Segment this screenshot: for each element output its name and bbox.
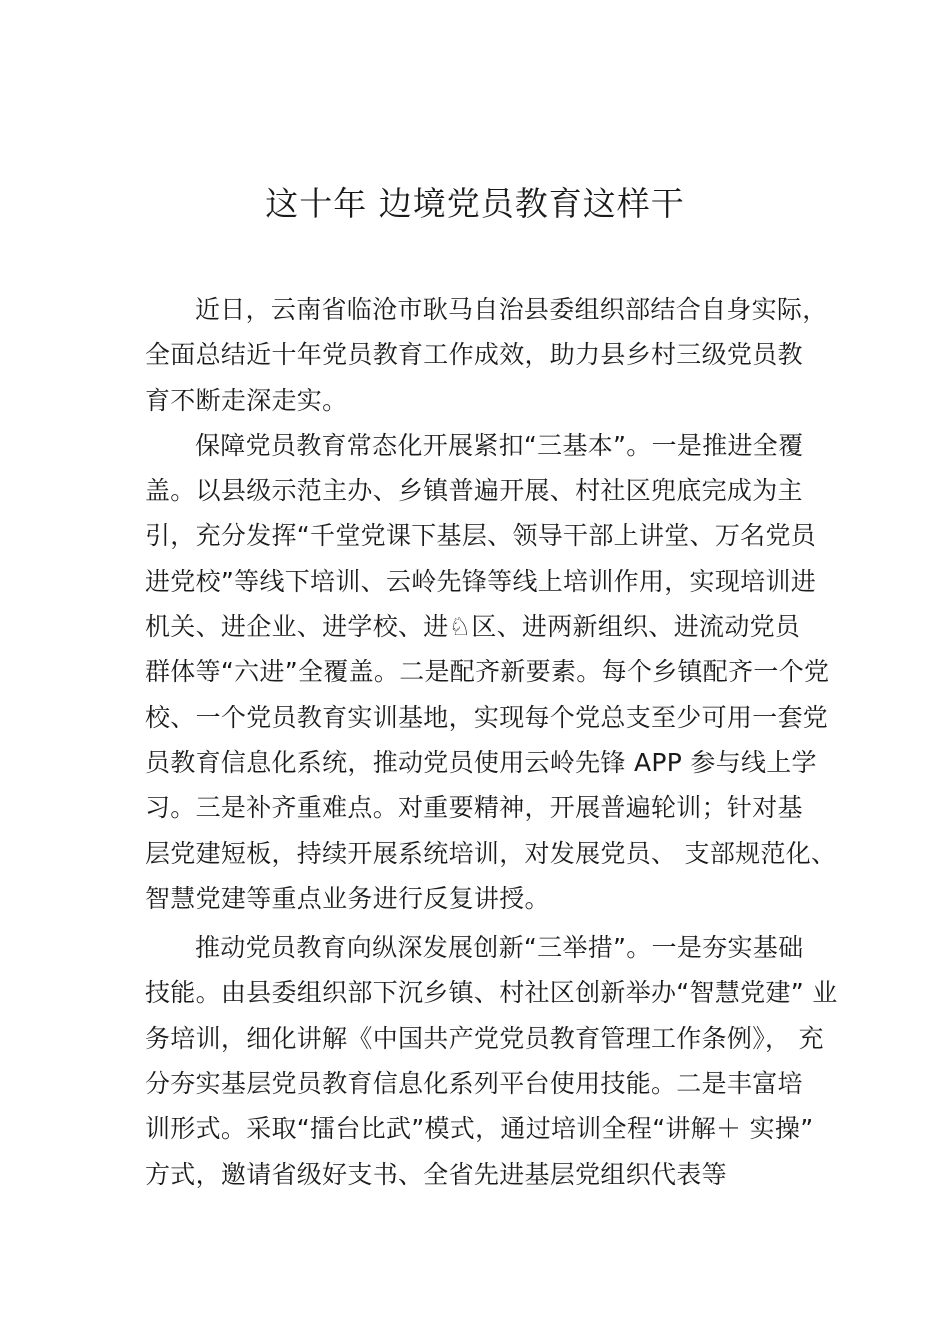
text-line: 育不断走深走实。	[145, 385, 348, 415]
text-line: 保障党员教育常态化开展紧扣“三基本”。一是推进全覆	[195, 430, 804, 460]
text-line: 务培训，细化讲解《中国共产党党员教育管理工作条例》， 充	[145, 1023, 824, 1053]
text-line: 技能。由县委组织部下沉乡镇、村社区创新举办“智慧党建” 业	[145, 978, 838, 1008]
document-title: 这十年 边境党员教育这样干	[265, 184, 685, 223]
text-line: 分夯实基层党员教育信息化系列平台使用技能。二是丰富培	[145, 1069, 803, 1099]
text-line: 引，充分发挥“千堂党课下基层、领导干部上讲堂、万名党员	[145, 521, 817, 551]
text-line: 推动党员教育向纵深发展创新“三举措”。一是夯实基础	[195, 933, 804, 963]
text-line: 员教育信息化系统，推动党员使用云岭先锋 APP 参与线上学	[145, 747, 817, 777]
document-body	[145, 287, 838, 1197]
text-line: 盖。以县级示范主办、乡镇普遍开展、村社区兜底完成为主	[145, 476, 803, 506]
text-line: 近日，云南省临沧市耿马自治县委组织部结合自身实际，	[195, 295, 828, 324]
text-line: 训形式。采取“擂台比武”模式，通过培训全程“讲解＋ 实操”	[145, 1114, 814, 1144]
text-line: 群体等“六进”全覆盖。二是配齐新要素。每个乡镇配齐一个党	[145, 657, 830, 687]
text-line: 习。三是补齐重难点。对重要精神，开展普遍轮训；针对基	[145, 793, 803, 823]
text-line: 校、一个党员教育实训基地，实现每个党总支至少可用一套党	[145, 702, 829, 732]
text-line: 智慧党建等重点业务进行反复讲授。	[145, 883, 550, 913]
paragraph-three-basics	[145, 423, 835, 921]
text-line: 全面总结近十年党员教育工作成效，助力县乡村三级党员教	[145, 340, 803, 370]
text-line: 层党建短板，持续开展系统培训，对发展党员、 支部规范化、	[145, 838, 837, 868]
paragraph-three-measures	[145, 925, 838, 1197]
text-line: 进党校”等线下培训、云岭先锋等线上培训作用，实现培训进	[145, 566, 817, 596]
paragraph-intro	[145, 287, 835, 423]
text-line: 机关、进企业、进学校、进♘区、进两新组织、进流动党员	[145, 612, 801, 642]
text-line: 方式，邀请省级好支书、全省先进基层党组织代表等	[145, 1159, 727, 1189]
